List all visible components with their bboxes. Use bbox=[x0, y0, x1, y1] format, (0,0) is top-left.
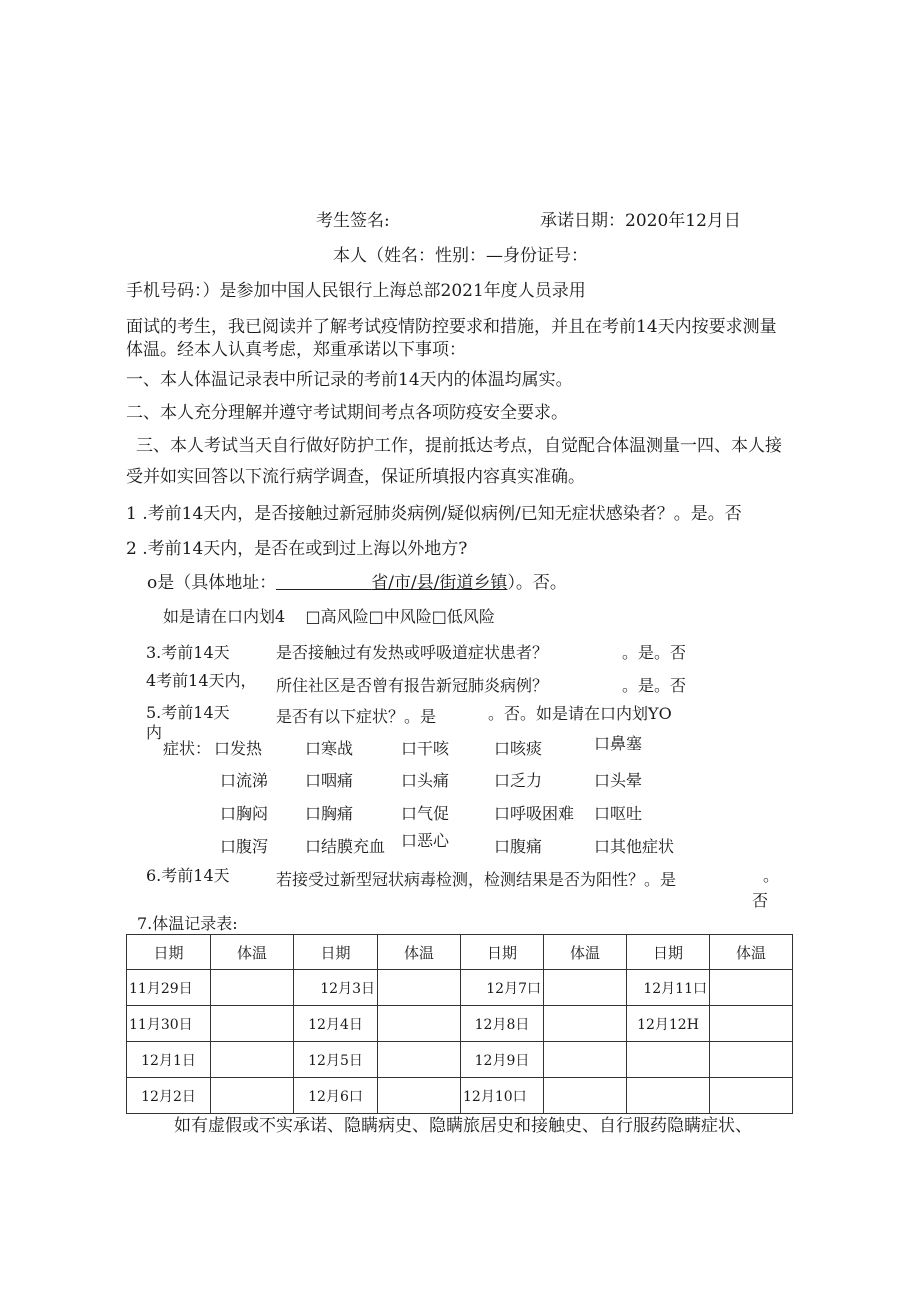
symptom-nausea[interactable]: 口恶心 bbox=[401, 831, 450, 850]
temperature-cell[interactable] bbox=[544, 970, 627, 1006]
temperature-cell[interactable] bbox=[544, 1006, 627, 1042]
table-row bbox=[127, 1042, 793, 1078]
question-6-text: 若接受过新型冠状病毒检测，检测结果是否为阳性？。是 bbox=[276, 870, 677, 889]
header-date: 日期 bbox=[127, 935, 211, 970]
temperature-record-table bbox=[126, 934, 793, 1114]
date-cell: 12月8日 bbox=[461, 1006, 544, 1042]
table-row bbox=[127, 970, 793, 1006]
date-cell: 12月6口 bbox=[294, 1078, 378, 1114]
question-5-tail[interactable]: 。否。如是请在口内划YO bbox=[488, 704, 672, 723]
date-cell: 11月29日 bbox=[127, 970, 211, 1006]
question-1: 1 .考前14天内，是否接触过新冠肺炎病例/疑似病例/已知无症状感染者？。是。否 bbox=[126, 504, 742, 524]
intro-line-4: 体温。经本人认真考虑，郑重承诺以下事项： bbox=[126, 340, 466, 360]
date-cell bbox=[627, 1042, 710, 1078]
header-date: 日期 bbox=[461, 935, 544, 970]
question-5-label-cut: 内 bbox=[146, 723, 163, 742]
temperature-cell[interactable] bbox=[378, 1078, 461, 1114]
symptom-other[interactable]: 口其他症状 bbox=[594, 837, 675, 856]
date-cell: 12月7口 bbox=[461, 970, 544, 1006]
symptom-diarrhea[interactable]: 口腹泻 bbox=[220, 837, 269, 856]
date-cell: 12月5日 bbox=[294, 1042, 378, 1078]
temperature-cell[interactable] bbox=[211, 970, 294, 1006]
address-prefix: o是（具体地址： bbox=[147, 573, 277, 593]
question-3-answer[interactable]: 。是。否 bbox=[622, 643, 687, 662]
symptom-nasal-congestion[interactable]: 口鼻塞 bbox=[594, 734, 643, 753]
question-2-risk-level[interactable]: 如是请在口内划4 □高风险□中风险□低风险 bbox=[163, 607, 495, 626]
temperature-cell[interactable] bbox=[211, 1006, 294, 1042]
question-5-text: 是否有以下症状？。是 bbox=[276, 707, 437, 726]
header-date: 日期 bbox=[294, 935, 378, 970]
table-row bbox=[127, 1078, 793, 1114]
header-temperature: 体温 bbox=[211, 935, 294, 970]
pledge-date-label: 承诺日期：2020年12月日 bbox=[540, 211, 741, 231]
symptom-runny-nose[interactable]: 口流涕 bbox=[220, 771, 269, 790]
pledge-item-1: 一、本人体温记录表中所记录的考前14天内的体温均属实。 bbox=[126, 370, 573, 390]
address-fill-label[interactable]: 省/市/县/街道乡镇 bbox=[371, 573, 508, 593]
symptom-shortness-of-breath[interactable]: 口气促 bbox=[401, 804, 450, 823]
intro-line-1: 本人（姓名：性别：—身份证号： bbox=[333, 246, 588, 266]
pledge-item-3b: 受并如实回答以下流行病学调查，保证所填报内容真实准确。 bbox=[126, 467, 585, 487]
date-cell: 11月30日 bbox=[127, 1006, 211, 1042]
pledge-item-3a: 三、本人考试当天自行做好防护工作，提前抵达考点，自觉配合体温测量一四、本人接 bbox=[136, 436, 782, 456]
symptom-chest-pain[interactable]: 口胸痛 bbox=[305, 804, 354, 823]
temperature-cell[interactable] bbox=[710, 970, 793, 1006]
symptom-dizziness[interactable]: 口头晕 bbox=[594, 771, 643, 790]
temperature-cell[interactable] bbox=[378, 970, 461, 1006]
symptom-sore-throat[interactable]: 口咽痛 bbox=[305, 771, 354, 790]
symptoms-label: 症状： bbox=[163, 739, 212, 758]
table-row bbox=[127, 1006, 793, 1042]
question-4-label: 4考前14天内， bbox=[146, 671, 257, 690]
pledge-item-2: 二、本人充分理解并遵守考试期间考点各项防疫安全要求。 bbox=[126, 403, 568, 423]
date-cell: 12月4日 bbox=[294, 1006, 378, 1042]
symptom-fever[interactable]: 口发热 bbox=[214, 739, 263, 758]
symptom-sputum[interactable]: 口咳痰 bbox=[494, 739, 543, 758]
address-suffix: ）。否。 bbox=[507, 573, 567, 593]
symptom-dry-cough[interactable]: 口干咳 bbox=[401, 739, 450, 758]
intro-line-3: 面试的考生，我已阅读并了解考试疫情防控要求和措施，并且在考前14天内按要求测量 bbox=[126, 317, 777, 337]
question-2: 2 .考前14天内，是否在或到过上海以外地方? bbox=[126, 539, 468, 559]
date-cell: 12月2日 bbox=[127, 1078, 211, 1114]
symptom-headache[interactable]: 口头痛 bbox=[401, 771, 450, 790]
question-6-label: 6.考前14天 bbox=[146, 866, 230, 885]
symptom-dyspnea[interactable]: 口呼吸困难 bbox=[494, 804, 575, 823]
symptom-chills[interactable]: 口寒战 bbox=[305, 739, 354, 758]
temperature-cell[interactable] bbox=[211, 1042, 294, 1078]
question-3-label: 3.考前14天 bbox=[146, 643, 230, 662]
date-cell: 12月9日 bbox=[461, 1042, 544, 1078]
table-header-row bbox=[127, 935, 793, 970]
date-cell: 12月3日 bbox=[294, 970, 378, 1006]
date-cell: 12月11口 bbox=[627, 970, 710, 1006]
question-4-answer[interactable]: 。是。否 bbox=[622, 676, 687, 695]
question-6-no[interactable]: 否 bbox=[752, 891, 769, 910]
candidate-signature-label: 考生签名: bbox=[316, 211, 390, 231]
temperature-cell[interactable] bbox=[710, 1078, 793, 1114]
header-temperature: 体温 bbox=[544, 935, 627, 970]
question-3-text: 是否接触过有发热或呼吸道症状患者？ bbox=[276, 643, 549, 662]
question-2-address bbox=[147, 573, 567, 593]
question-6-dot: 。 bbox=[763, 866, 780, 885]
temperature-cell[interactable] bbox=[710, 1042, 793, 1078]
temperature-cell[interactable] bbox=[211, 1078, 294, 1114]
header-date: 日期 bbox=[627, 935, 710, 970]
question-5-label: 5.考前14天 bbox=[146, 703, 230, 722]
symptom-abdominal-pain[interactable]: 口腹痛 bbox=[494, 837, 543, 856]
date-cell: 12月1日 bbox=[127, 1042, 211, 1078]
temperature-cell[interactable] bbox=[378, 1042, 461, 1078]
intro-line-2: 手机号码：）是参加中国人民银行上海总部2021年度人员录用 bbox=[126, 281, 586, 301]
date-cell: 12月12H bbox=[627, 1006, 710, 1042]
temperature-cell[interactable] bbox=[544, 1042, 627, 1078]
date-cell bbox=[627, 1078, 710, 1114]
address-fill-blank[interactable] bbox=[276, 573, 371, 590]
symptom-chest-tightness[interactable]: 口胸闷 bbox=[220, 804, 269, 823]
symptom-conjunctivitis[interactable]: 口结膜充血 bbox=[305, 837, 386, 856]
symptom-vomiting[interactable]: 口呕吐 bbox=[594, 804, 643, 823]
header-temperature: 体温 bbox=[378, 935, 461, 970]
symptom-fatigue[interactable]: 口乏力 bbox=[494, 771, 543, 790]
header-temperature: 体温 bbox=[710, 935, 793, 970]
temperature-table-title: 7.体温记录表: bbox=[137, 914, 238, 933]
temperature-cell[interactable] bbox=[544, 1078, 627, 1114]
question-4-text: 所住社区是否曾有报告新冠肺炎病例？ bbox=[276, 676, 549, 695]
footer-disclaimer: 如有虚假或不实承诺、隐瞒病史、隐瞒旅居史和接触史、自行服药隐瞒症状、 bbox=[174, 1116, 752, 1136]
temperature-cell[interactable] bbox=[710, 1006, 793, 1042]
temperature-cell[interactable] bbox=[378, 1006, 461, 1042]
date-cell: 12月10口 bbox=[461, 1078, 544, 1114]
